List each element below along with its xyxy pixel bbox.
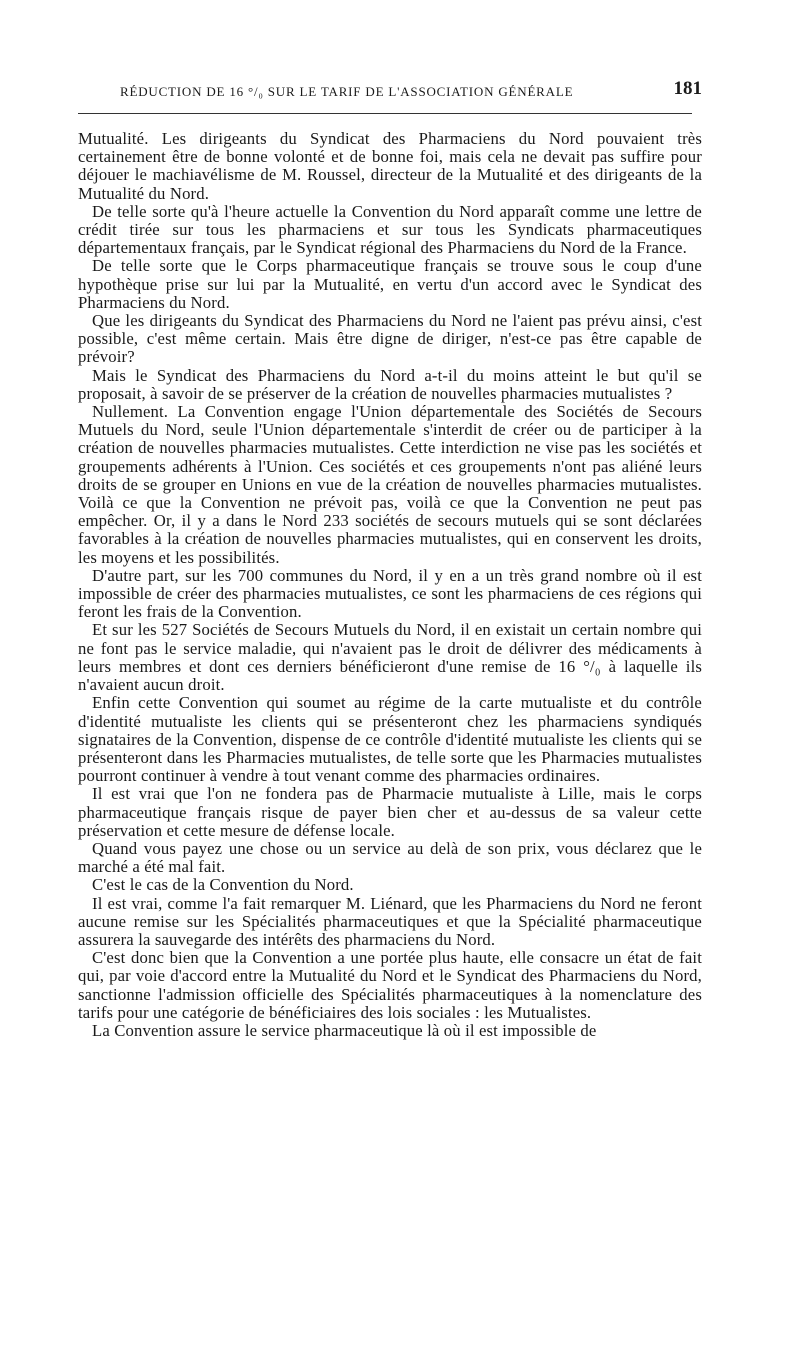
header-rule: [78, 113, 692, 114]
paragraph: De telle sorte que le Corps pharmaceutique français se trouve sous le coup d'une hypothèque prise sur lui par la Mutualité, en vertu d'un accord avec le Syndicat des Pharmaciens du Nord.: [78, 256, 702, 312]
paragraph: C'est donc bien que la Convention a une portée plus haute, elle consacre un état de fait qui, par voie d'accord entre la Mutualité du Nord et le Syndicat des Pharmaciens du Nord, sanctionne l'admission officielle des Spécialités pharmaceutiques à la nomenclature des tarifs pour une catégorie de bénéficiaires des lois sociales : les Mutualistes.: [78, 948, 702, 1022]
page-number: 181: [673, 78, 702, 99]
paragraph: Nullement. La Convention engage l'Union départementale des Sociétés de Secours Mutuels du Nord, seule l'Union départementale s'interdit de créer ou de participer à la création de nouvelles pharmacies mutualistes. Cette interdiction ne vise pas les sociétés et groupements adhérents à l'Union. Ces sociétés et ces groupements n'ont pas aliéné leurs droits de se grouper en Unions en vue de la création de nouvelles pharmacies mutualistes. Voilà ce que la Convention ne prévoit pas, voilà ce que la Convention ne peut pas empêcher. Or, il y a dans le Nord 233 sociétés de secours mutuels qui se sont déclarées favorables à la création de nouvelles pharmacies mutualistes, qui en conservent les droits, les moyens et les possibilités.: [78, 402, 702, 567]
running-title: RÉDUCTION DE 16 °/₀ SUR LE TARIF DE L'ASSOCIATION GÉNÉRALE: [120, 84, 574, 99]
paragraph: De telle sorte qu'à l'heure actuelle la Convention du Nord apparaît comme une lettre de crédit tirée sur tous les pharmaciens et sur tous les Syndicats pharmaceutiques départementaux français, par le Syndicat régional des Pharmaciens du Nord de la France.: [78, 201, 702, 258]
paragraph: Mutualité. Les dirigeants du Syndicat des Pharmaciens du Nord pouvaient très certainement être de bonne volonté et de bonne foi, mais cela ne devait pas suffire pour déjouer le machiavélisme de M. Roussel, directeur de la Mutualité et des dirigeants de la Mutualité du Nord.: [78, 129, 702, 203]
paragraph: Que les dirigeants du Syndicat des Pharmaciens du Nord ne l'aient pas prévu ainsi, c'est possible, c'est même certain. Mais être digne de diriger, n'est-ce pas être capable de prévoir?: [78, 311, 702, 367]
running-head: [78, 78, 702, 104]
paragraph: Il est vrai que l'on ne fondera pas de Pharmacie mutualiste à Lille, mais le corps pharmaceutique français risque de payer bien cher et au-dessus de sa valeur cette préservation et cette mesure de défense locale.: [78, 784, 702, 840]
paragraph: Quand vous payez une chose ou un service au delà de son prix, vous déclarez que le marché a été mal fait.: [78, 838, 702, 877]
body-text: [78, 130, 702, 1040]
paragraph: C'est le cas de la Convention du Nord.: [92, 875, 354, 895]
book-page: [78, 78, 702, 1040]
paragraph: Mais le Syndicat des Pharmaciens du Nord a-t-il du moins atteint le but qu'il se proposait, à savoir de se préserver de la création de nouvelles pharmacies mutualistes ?: [78, 365, 702, 403]
paragraph: La Convention assure le service pharmaceutique là où il est impossible de: [92, 1020, 597, 1040]
paragraph: D'autre part, sur les 700 communes du Nord, il y en a un très grand nombre où il est impossible de créer des pharmacies mutualistes, ce sont les pharmaciens de ces régions qui feront les frais de la Convention.: [78, 565, 702, 622]
paragraph: Et sur les 527 Sociétés de Secours Mutuels du Nord, il en existait un certain nombre qui ne font pas le service maladie, qui n'avaient pas le droit de délivrer des médicaments à leurs membres et dont ces derniers bénéficieront d'une remise de 16 °/₀ à laquelle ils n'avaient aucun droit.: [78, 620, 702, 695]
paragraph: Enfin cette Convention qui soumet au régime de la carte mutualiste et du contrôle d'identité mutualiste les clients qui se présenteront chez les pharmaciens syndiqués signataires de la Convention, dispense de ce contrôle d'identité mutualiste les clients qui se présenteront dans les Pharmacies mutualistes, de telle sorte que les Pharmacies mutualistes pourront continuer à vendre à tout venant comme des pharmacies ordinaires.: [78, 693, 702, 786]
paragraph: Il est vrai, comme l'a fait remarquer M. Liénard, que les Pharmaciens du Nord ne feront aucune remise sur les Spécialités pharmaceutiques et que la Spécialité pharmaceutique assurera la sauvegarde des intérêts des pharmaciens du Nord.: [78, 893, 702, 949]
